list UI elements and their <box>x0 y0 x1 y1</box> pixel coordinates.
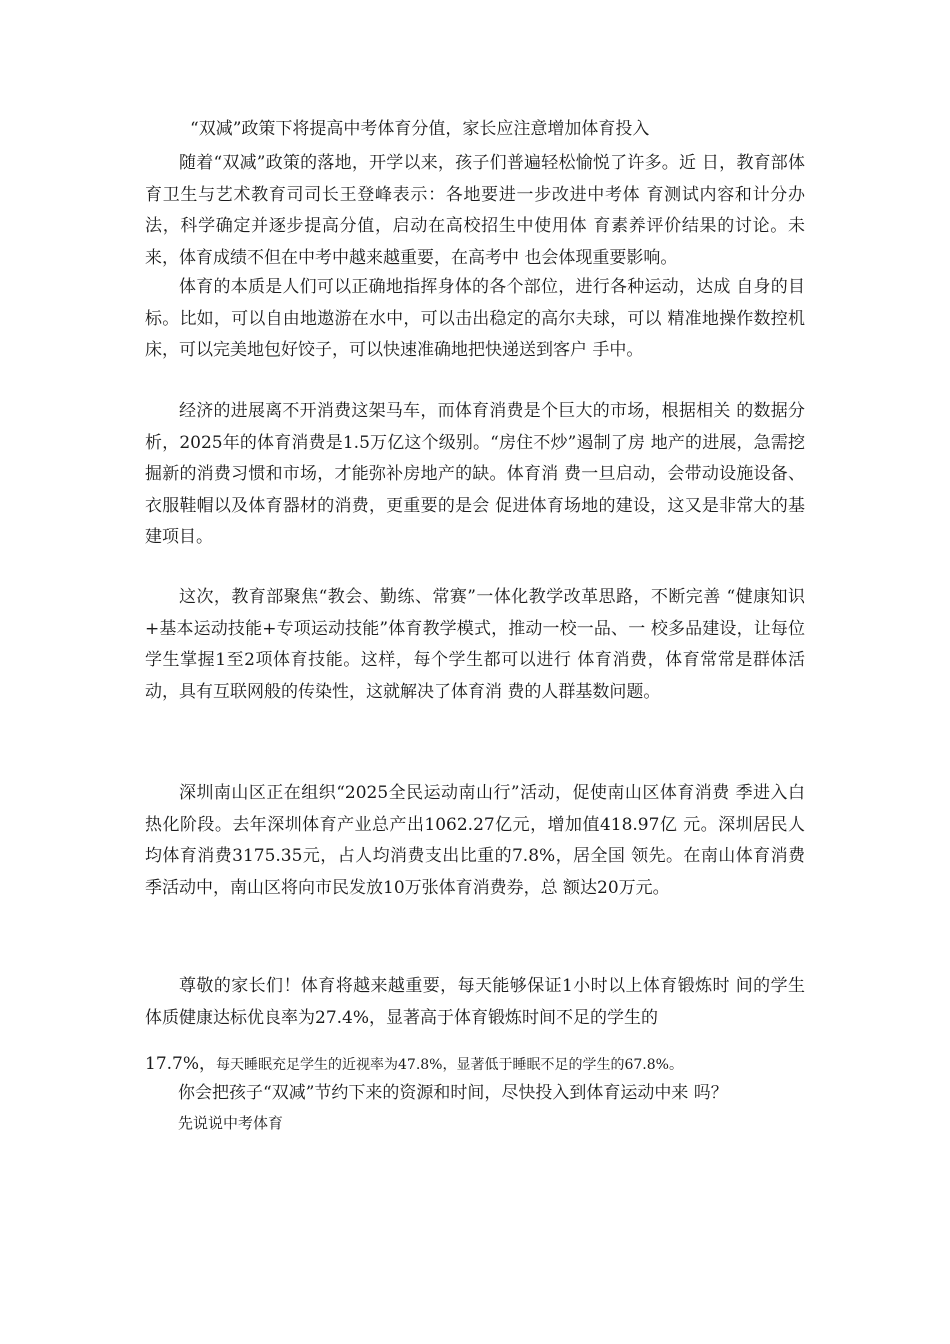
paragraph-essence-of-sports: 体育的本质是人们可以正确地指挥身体的各个部位，进行各种运动，达成 自身的目标。比如，可以自由地遨游在水中，可以击出稳定的高尔夫球，可以 精准地操作数控机床，可以完美地包好饺子，可以快速准确地把快递送到客户 手中。 <box>145 277 805 360</box>
closing-question: 你会把孩子“双减”节约下来的资源和时间，尽快投入到体育运动中来 吗？ <box>178 1083 728 1103</box>
paragraph-policy: 随着“双减”政策的落地，开学以来，孩子们普遍轻松愉悦了许多。近 日，教育部体育卫生与艺术教育司司长王登峰表示：各地要进一步改进中考体 育测试内容和计分办法，科学确定并逐步提高分值，启动在高校招生中使用体 育素养评价结果的讨论。未来，体育成绩不但在中考中越来越重要，在高考中 也会体现重要影响。 <box>145 153 805 268</box>
stat-rest: 每天睡眠充足学生的近视率为47.8%，显著低于睡眠不足的学生的67.8%。 <box>216 1057 683 1073</box>
paragraph-teaching-reform: 这次，教育部聚焦“教会、勤练、常赛”一体化教学改革思路，不断完善 “健康知识+基本运动技能+专项运动技能”体育教学模式，推动一校一品、一 校多品建设，让每位学生掌握1至2项体育技能。这样，每个学生都可以进行 体育消费，体育常常是群体活动，具有互联网般的传染性，这就解决了体育消 费的人群基数问题。 <box>145 587 805 702</box>
statistics-line <box>145 1054 683 1075</box>
paragraph-shenzhen-nanshan: 深圳南山区正在组织“2025全民运动南山行”活动，促使南山区体育消费 季进入白热化阶段。去年深圳体育产业总产出1062.27亿元，增加值418.97亿 元。深圳居民人均体育消费3175.35元，占人均消费支出比重的7.8%，居全国 领先。在南山体育消费季活动中，南山区将向市民发放10万张体育消费券，总 额达20万元。 <box>145 783 805 898</box>
paragraph-parents-appeal: 尊敬的家长们！体育将越来越重要，每天能够保证1小时以上体育锻炼时 间的学生体质健康达标优良率为27.4%，显著高于体育锻炼时间不足的学生的 <box>145 976 805 1028</box>
stat-lead: 17.7%， <box>145 1054 217 1074</box>
section-subheading: 先说说中考体育 <box>178 1114 284 1132</box>
document-title: “双减”政策下将提高中考体育分值，家长应注意增加体育投入 <box>190 119 650 139</box>
paragraph-sports-consumption: 经济的进展离不开消费这架马车，而体育消费是个巨大的市场，根据相关 的数据分析，2025年的体育消费是1.5万亿这个级别。“房住不炒”遏制了房 地产的进展，急需挖掘新的消费习惯和市场，才能弥补房地产的缺。体育消 费一旦启动，会带动设施设备、衣服鞋帽以及体育器材的消费，更重要的是会 促进体育场地的建设，这又是非常大的基建项目。 <box>145 401 805 547</box>
